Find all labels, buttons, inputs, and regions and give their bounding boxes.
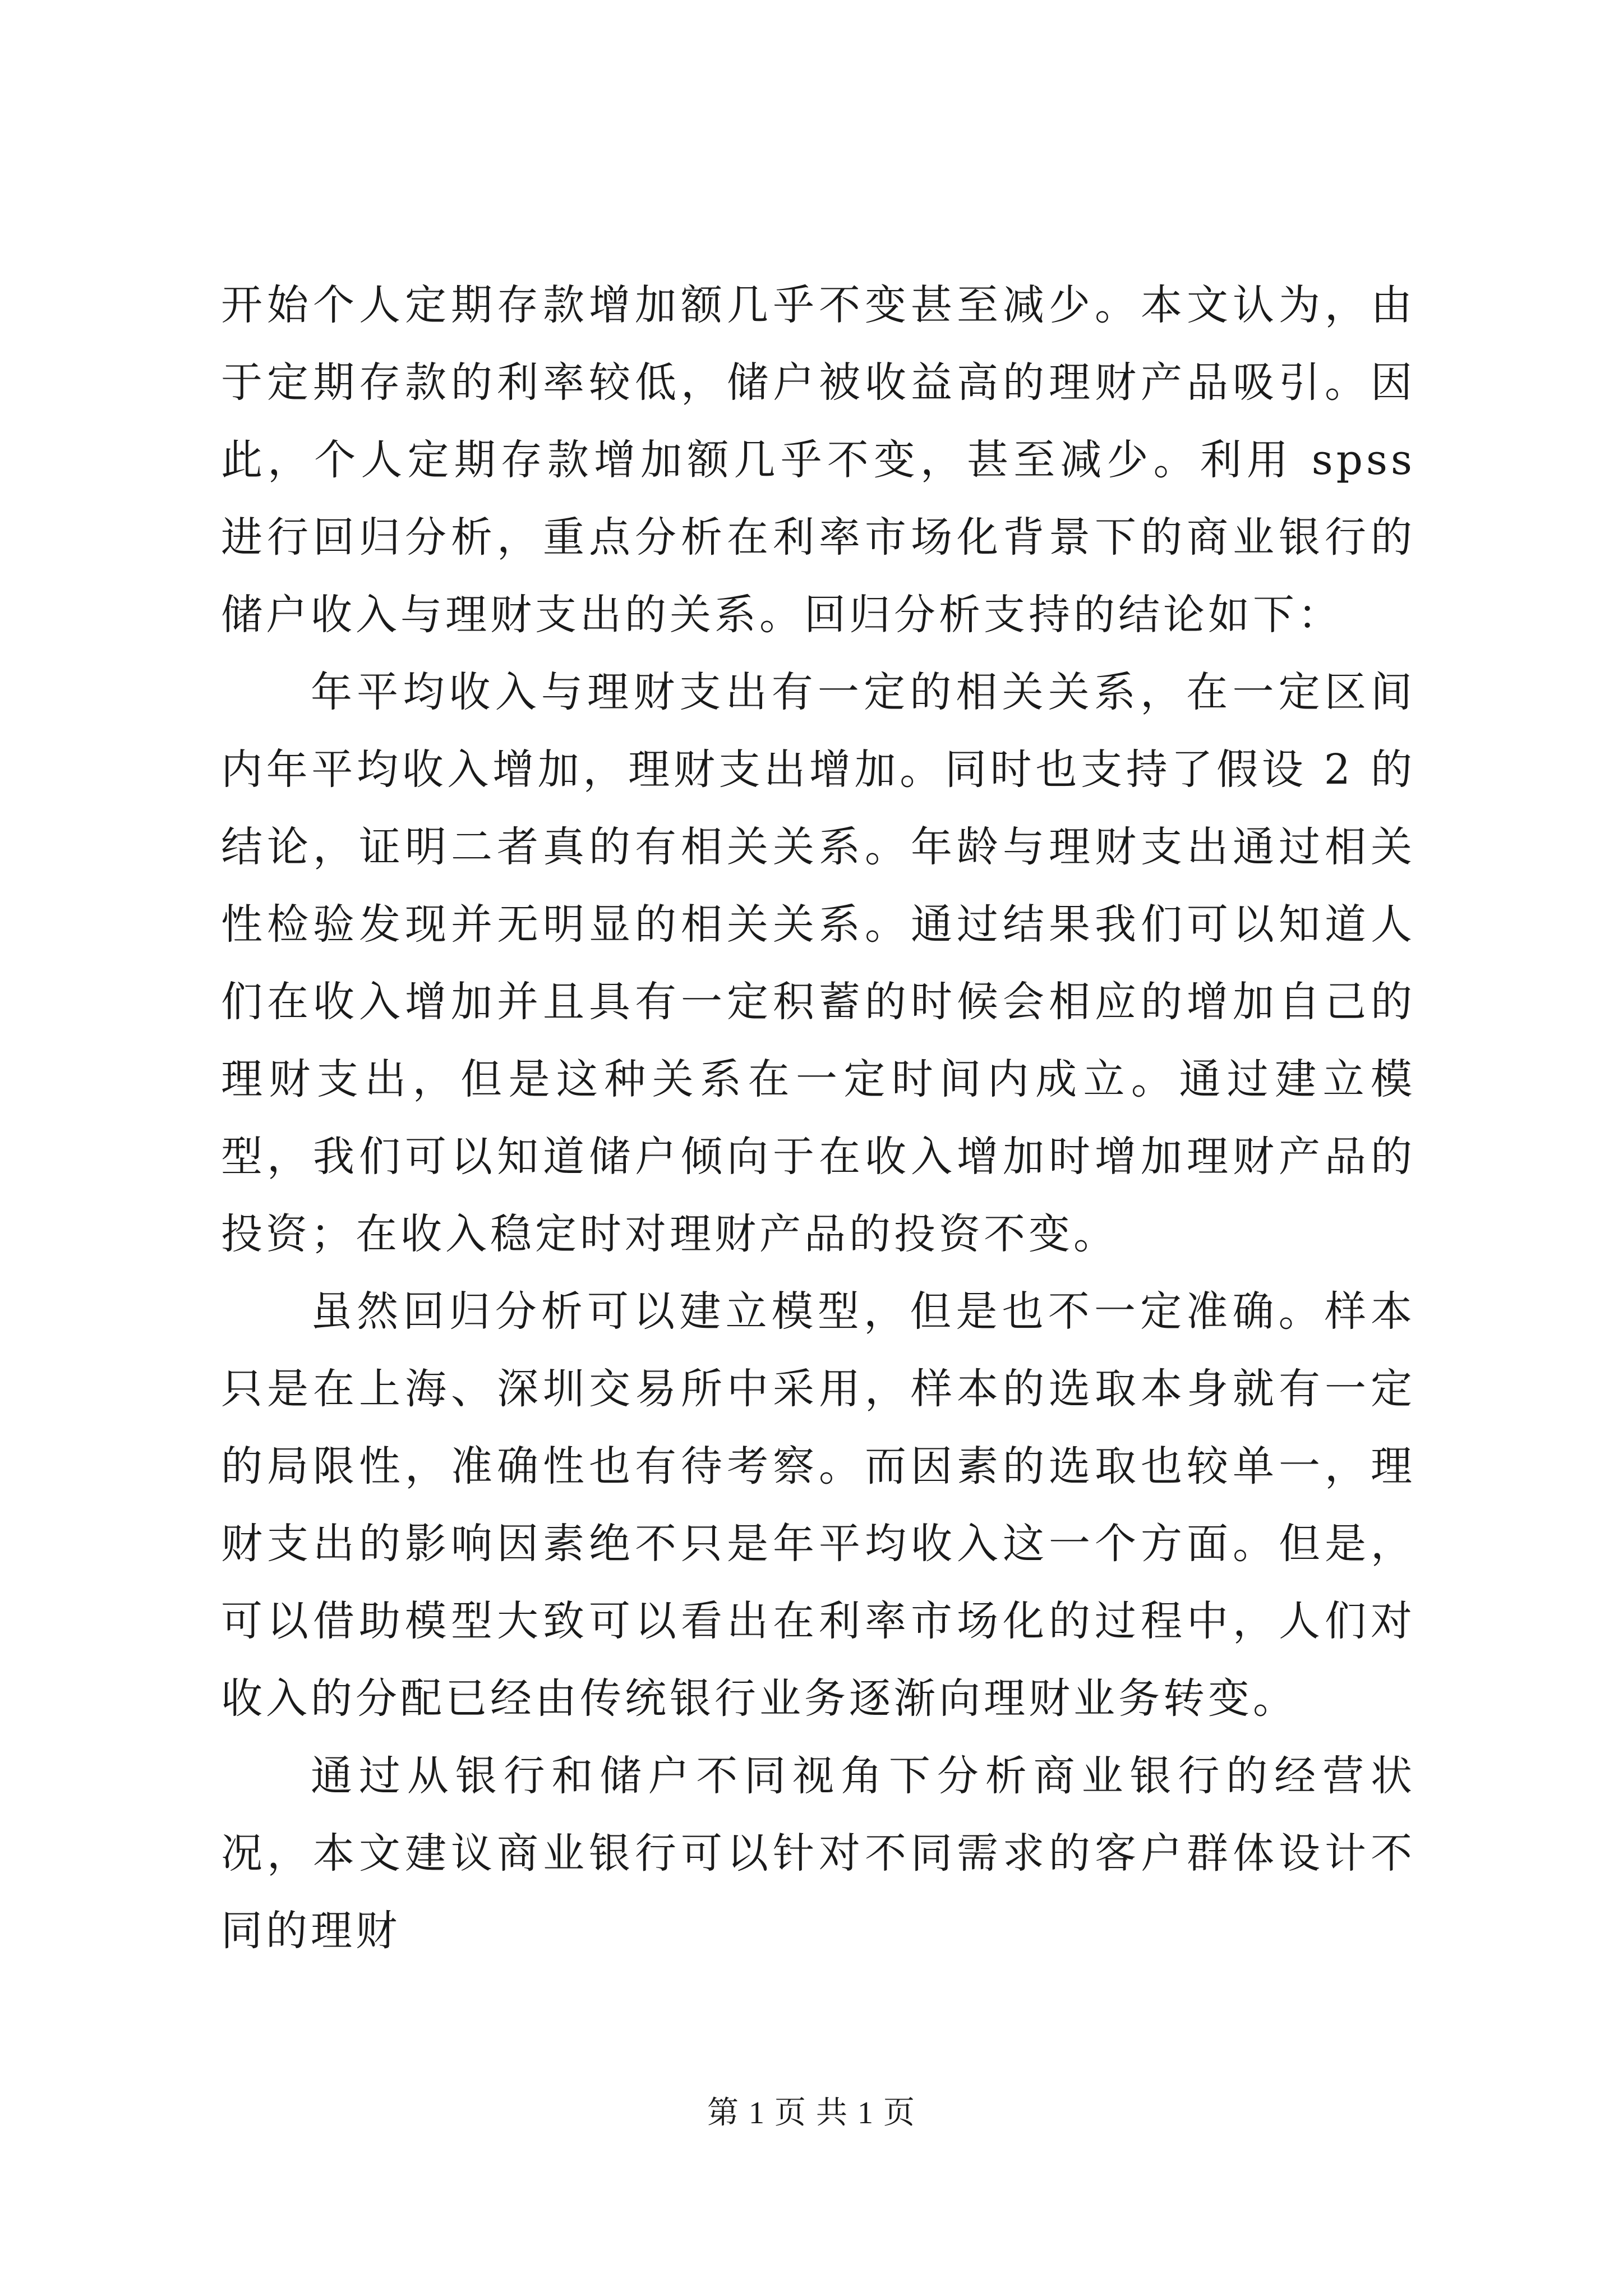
paragraph-2: 年平均收入与理财支出有一定的相关关系，在一定区间内年平均收入增加，理财支出增加。同时也支持了假设 2 的结论，证明二者真的有相关关系。年龄与理财支出通过相关性检验发现并无明显的相关关系。通过结果我们可以知道人们在收入增加并且具有一定积蓄的时候会相应的增加自己的理财支出，但是这种关系在一定时间内成立。通过建立模型，我们可以知道储户倾向于在收入增加时增加理财产品的投资；在收入稳定时对理财产品的投资不变。: [221, 668, 1415, 1258]
paragraph-3: 虽然回归分析可以建立模型，但是也不一定准确。样本只是在上海、深圳交易所中采用，样本的选取本身就有一定的局限性，准确性也有待考察。而因素的选取也较单一，理财支出的影响因素绝不只是年平均收入这一个方面。但是，可以借助模型大致可以看出在利率市场化的过程中，人们对收入的分配已经由传统银行业务逐渐向理财业务转变。: [221, 1287, 1415, 1723]
document-body: [221, 266, 1415, 1970]
page-footer: 第 1 页 共 1 页: [707, 2096, 916, 2131]
paragraph-1: 开始个人定期存款增加额几乎不变甚至减少。本文认为，由于定期存款的利率较低，储户被收益高的理财产品吸引。因此，个人定期存款增加额几乎不变，甚至减少。利用 spss 进行回归分析，重点分析在利率市场化背景下的商业银行的储户收入与理财支出的关系。回归分析支持的结论如下：: [221, 281, 1415, 639]
paragraph-4: 通过从银行和储户不同视角下分析商业银行的经营状况，本文建议商业银行可以针对不同需求的客户群体设计不同的理财: [221, 1752, 1415, 1955]
